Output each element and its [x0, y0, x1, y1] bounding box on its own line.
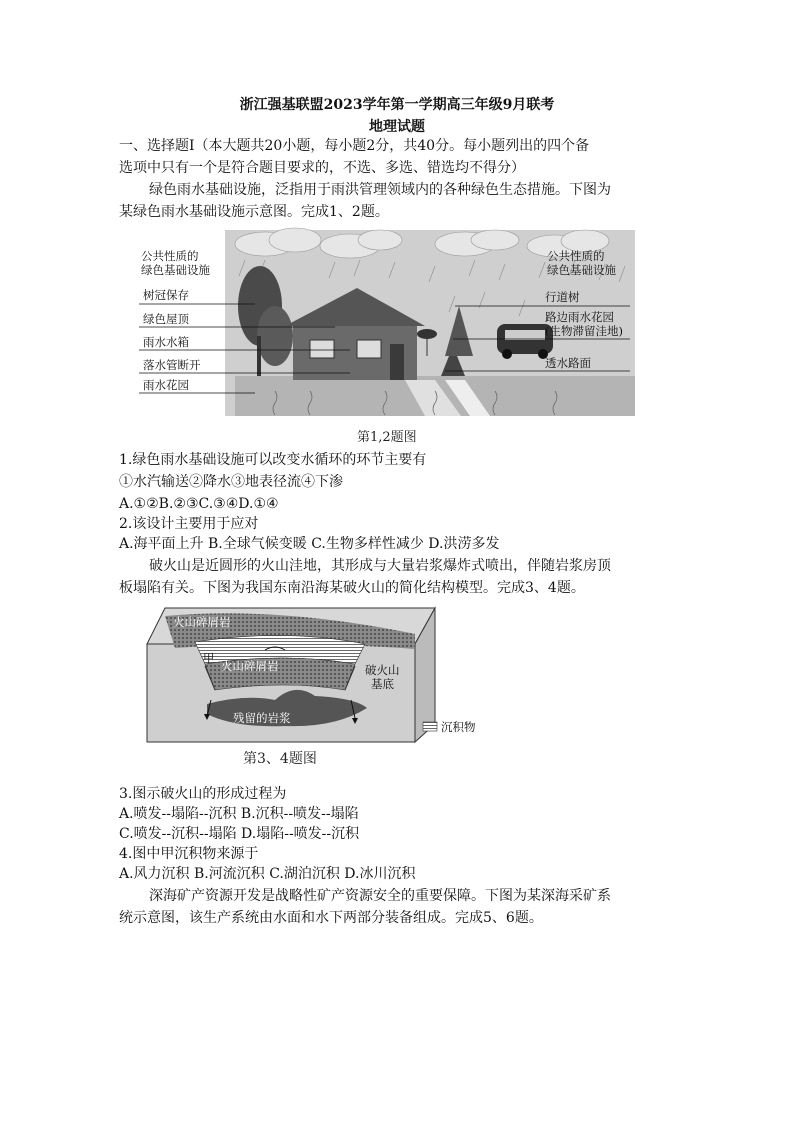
- q1-options: A.①②B.②③C.③④D.①④: [119, 496, 279, 512]
- fig1-label-downspout: 落水管断开: [143, 358, 201, 372]
- fig2-label-magma: 残留的岩浆: [233, 711, 291, 725]
- fig2-label-jia: 甲: [203, 651, 215, 665]
- fig1-label-green-roof: 绿色屋顶: [143, 312, 189, 326]
- legend-sediment-label: 沉积物: [441, 720, 476, 734]
- fig1-right-header-1: 公共性质的: [547, 249, 605, 263]
- fig1-label-roadside-garden: 路边雨水花园: [545, 310, 614, 324]
- q2-options: A.海平面上升 B.全球气候变暖 C.生物多样性减少 D.洪涝多发: [119, 536, 500, 552]
- intro3-line1: 深海矿产资源开发是战略性矿产资源安全的重要保障。下图为某深海采矿系: [149, 888, 611, 904]
- q1-stem: 1.绿色雨水基础设施可以改变水循环的环节主要有: [119, 452, 427, 468]
- fig1-label-street-tree: 行道树: [545, 290, 580, 304]
- exam-subtitle: 地理试题: [369, 119, 425, 135]
- fig1-caption: 第1,2题图: [357, 430, 417, 445]
- q1-items: ①水汽输送②降水③地表径流④下渗: [119, 474, 343, 490]
- fig2-label-tuff-mid: 火山碎屑岩: [221, 659, 279, 673]
- q3-options-1: A.喷发--塌陷--沉积 B.沉积--喷发--塌陷: [119, 806, 359, 822]
- q3-options-2: C.喷发--沉积--塌陷 D.塌陷--喷发--沉积: [119, 826, 360, 842]
- intro1-line2: 某绿色雨水基础设施示意图。完成1、2题。: [119, 204, 389, 220]
- fig1-label-canopy: 树冠保存: [143, 288, 189, 302]
- figure-caldera-model: [145, 604, 490, 744]
- q4-stem: 4.图中甲沉积物来源于: [119, 846, 259, 862]
- fig2-caption: 第3、4题图: [243, 751, 317, 767]
- intro3-line2: 统示意图，该生产系统由水面和水下两部分装备组成。完成5、6题。: [119, 910, 543, 926]
- fig1-left-header-2: 绿色基础设施: [141, 263, 210, 277]
- section-heading-line1: 一、选择题Ⅰ（本大题共20小题，每小题2分，共40分。每小题列出的四个备: [119, 138, 590, 154]
- fig1-label-rain-tank: 雨水水箱: [143, 335, 189, 349]
- fig1-label-permeable-pavement: 透水路面: [545, 356, 591, 370]
- intro1-line1: 绿色雨水基础设施，泛指用于雨洪管理领域内的各种绿色生态措施。下图为: [149, 182, 611, 198]
- fig1-left-header-1: 公共性质的: [141, 249, 199, 263]
- fig1-label-bioretention: (生物滞留洼地): [545, 324, 623, 338]
- fig2-label-tuff-top: 火山碎屑岩: [173, 615, 231, 629]
- legend-sediment-swatch: [423, 722, 437, 731]
- fig1-label-rain-garden: 雨水花园: [143, 378, 189, 392]
- intro2-line2: 板塌陷有关。下图为我国东南沿海某破火山的简化结构模型。完成3、4题。: [119, 580, 585, 596]
- section-heading-line2: 选项中只有一个是符合题目要求的，不选、多选、错选均不得分）: [119, 160, 525, 176]
- q4-options: A.风力沉积 B.河流沉积 C.湖泊沉积 D.冰川沉积: [119, 866, 416, 882]
- fig2-label-base-2: 基底: [371, 677, 394, 691]
- intro2-line1: 破火山是近圆形的火山洼地，其形成与大量岩浆爆炸式喷出，伴随岩浆房顶: [149, 558, 611, 574]
- exam-title: 浙江强基联盟2023学年第一学期高三年级9月联考: [239, 97, 555, 113]
- q2-stem: 2.该设计主要用于应对: [119, 516, 259, 532]
- fig1-right-header-2: 绿色基础设施: [547, 263, 616, 277]
- figure-green-infrastructure: [135, 226, 645, 416]
- fig2-label-base-1: 破火山: [365, 663, 400, 677]
- q3-stem: 3.图示破火山的形成过程为: [119, 786, 287, 802]
